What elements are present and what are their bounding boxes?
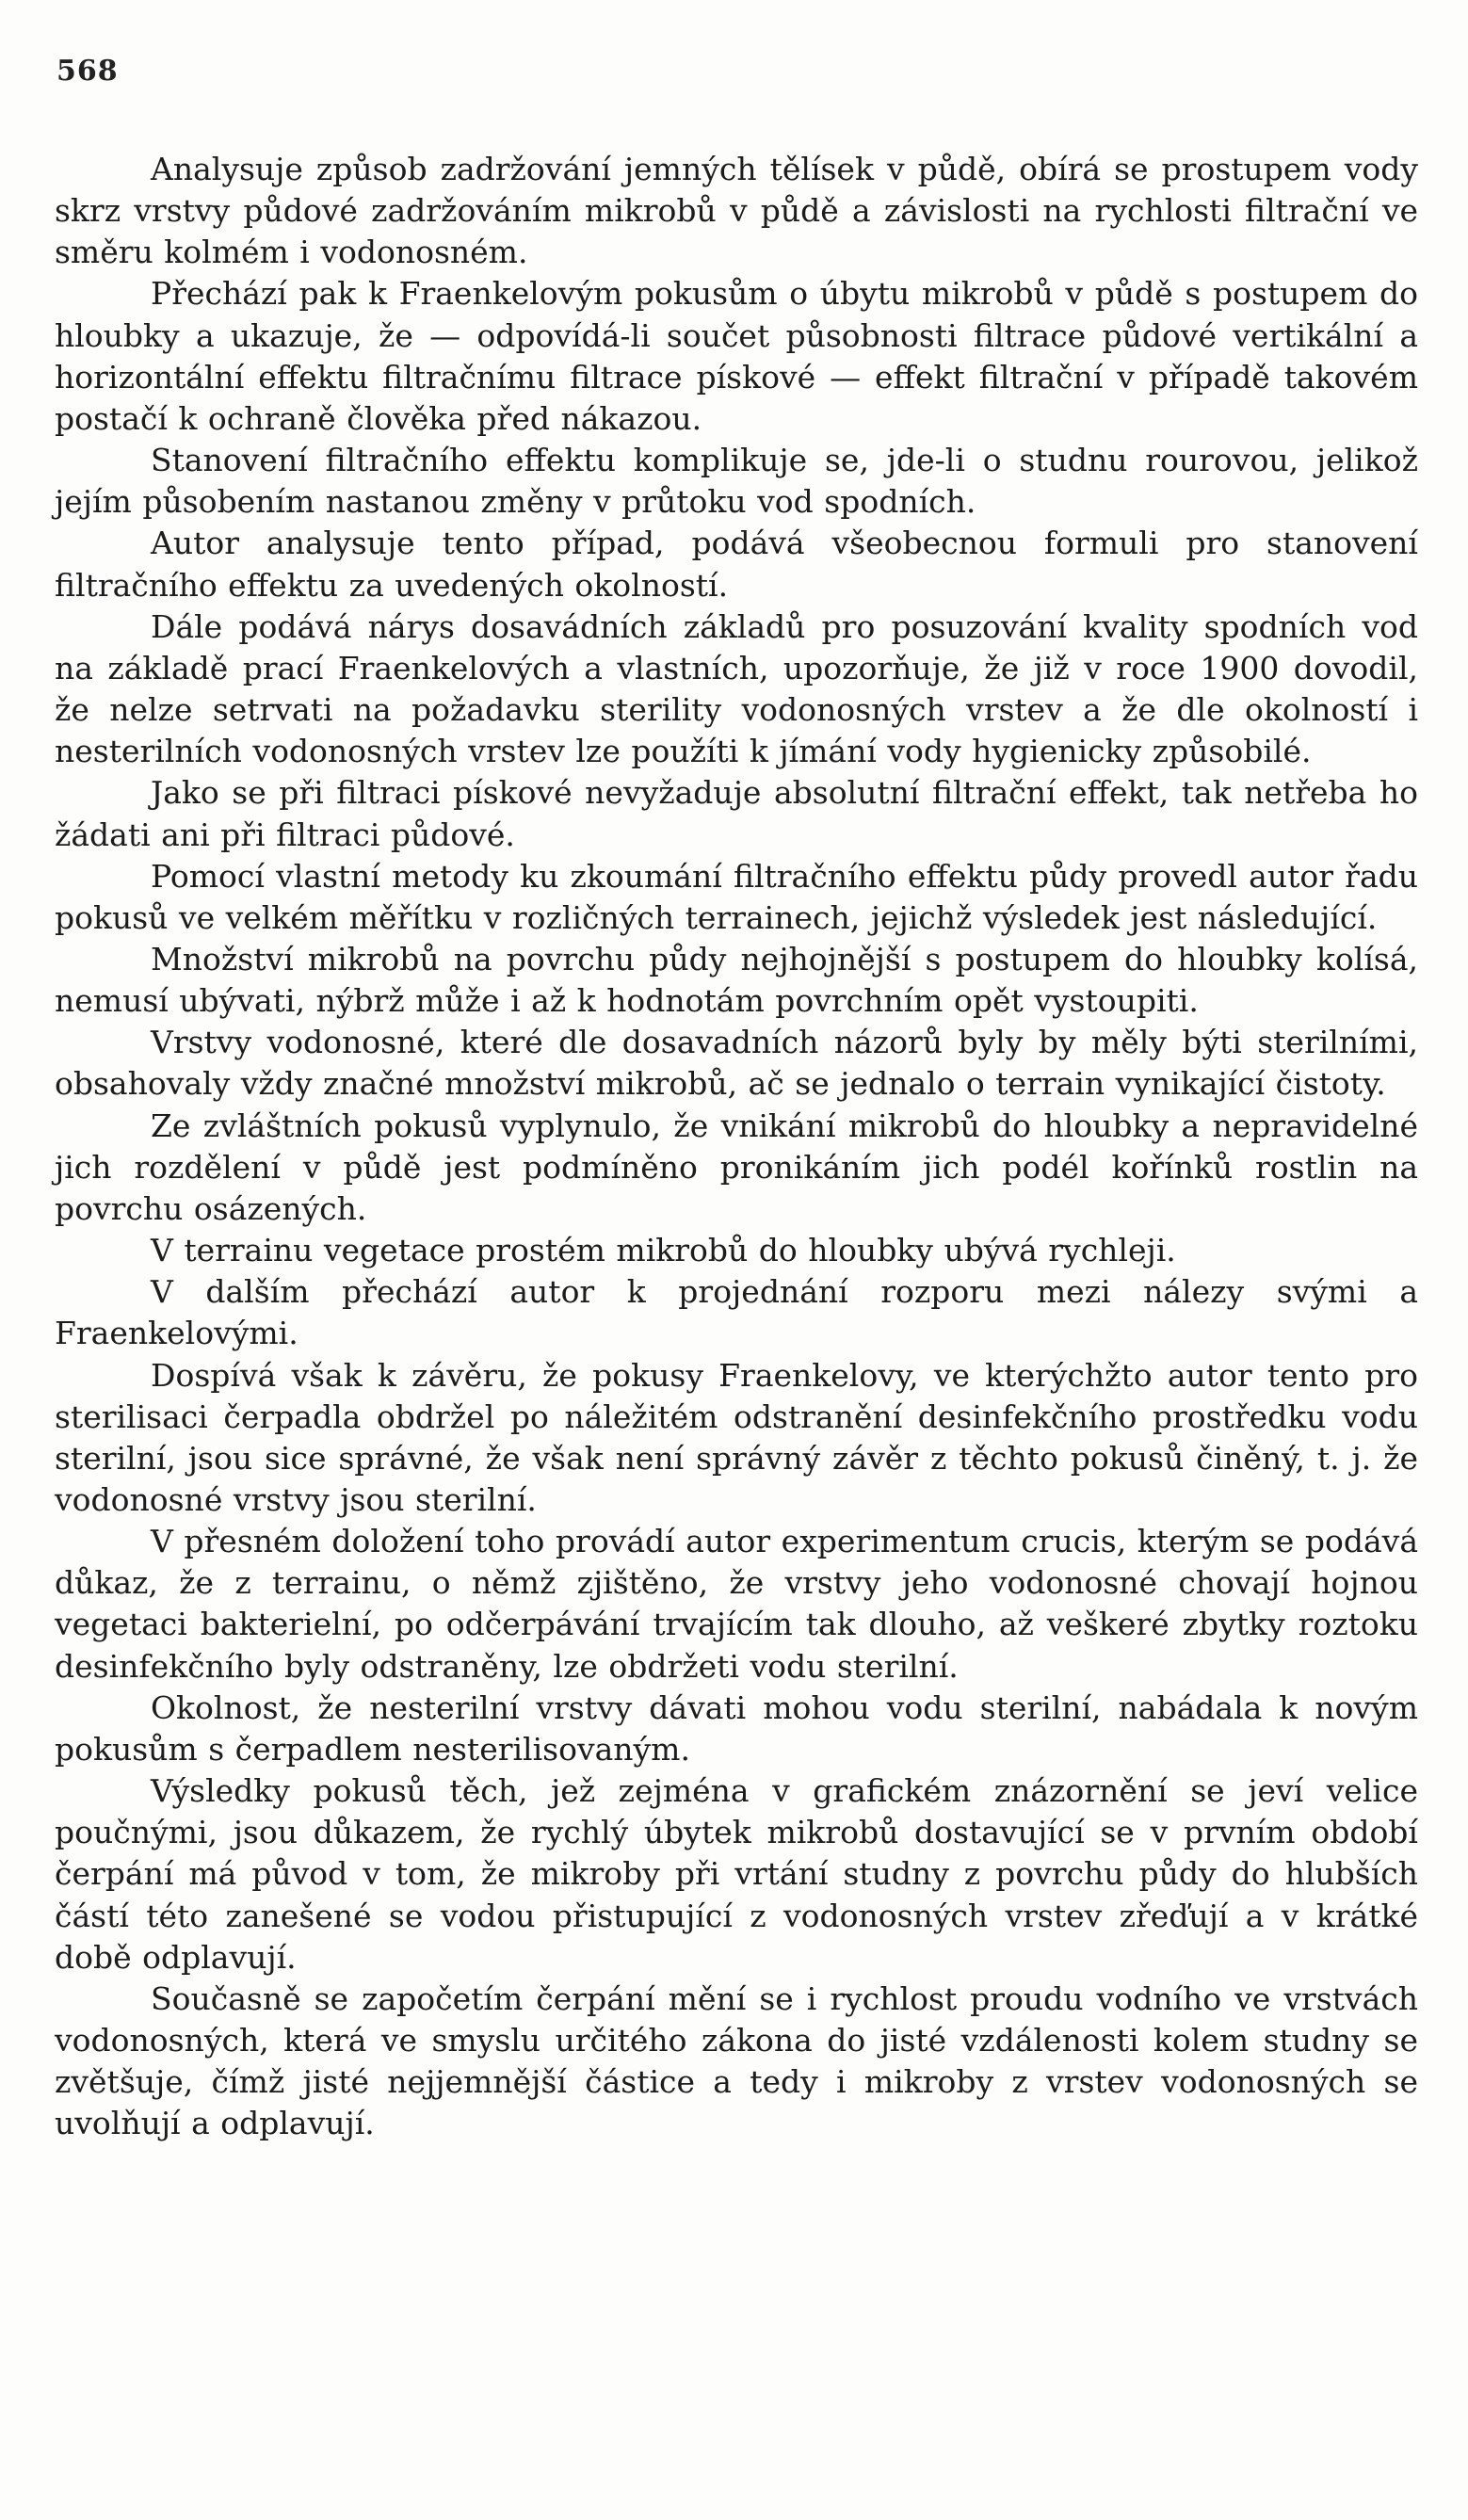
paragraph: Stanovení filtračního effektu komplikuje se, jde-li o studnu rourovou, jelikož jejím působením nastanou změny v průtoku vod spodních. xyxy=(55,442,1418,521)
paragraph: Dospívá však k závěru, že pokusy Fraenkelovy, ve kterýchžto autor tento pro sterilisaci čerpadla obdržel po náležitém odstranění desinfekčního prostředku vodu sterilní, jsou sice správné, že však není správný závěr z těchto pokusů činěný, t. j. že vodonosné vrstvy jsou sterilní. xyxy=(55,1356,1418,1518)
paragraph: Jako se při filtraci pískové nevyžaduje absolutní filtrační effekt, tak netřeba ho žádati ani při filtraci půdové. xyxy=(55,774,1418,853)
paragraph: Okolnost, že nesterilní vrstvy dávati mohou vodu sterilní, nabádala k novým pokusům s čerpadlem nesterilisovaným. xyxy=(55,1688,1418,1768)
paragraph: Ze zvláštních pokusů vyplynulo, že vnikání mikrobů do hloubky a nepravidelné jich rozdělení v půdě jest podmíněno pronikáním jich podél kořínků rostlin na povrchu osázených. xyxy=(55,1107,1418,1227)
page-number: 568 xyxy=(56,55,119,88)
paragraph: Přechází pak k Fraenkelovým pokusům o úbytu mikrobů v půdě s postupem do hloubky a ukazuje, že — odpovídá-li součet působnosti filtrace půdové vertikální a horizontální effektu filtračnímu filtrace pískové — effekt filtrační v případě takovém postačí k ochraně člověka před nákazou. xyxy=(55,275,1418,437)
paragraph: Současně se započetím čerpání mění se i rychlost proudu vodního ve vrstvách vodonosných, která ve smyslu určitého zákona do jisté vzdálenosti kolem studny se zvětšuje, čímž jisté nejjemnější částice a tedy i mikroby z vrstev vodonosných se uvolňují a odplavují. xyxy=(55,1979,1418,2142)
paragraph: Pomocí vlastní metody ku zkoumání filtračního effektu půdy provedl autor řadu pokusů ve velkém měřítku v rozličných terrainech, jejichž výsledek jest následující. xyxy=(55,857,1418,936)
paragraph: Vrstvy vodonosné, které dle dosavadních názorů byly by měly býti sterilními, obsahovaly vždy značné množství mikrobů, ač se jednalo o terrain vynikající čistoty. xyxy=(55,1024,1418,1103)
paragraph: Autor analysuje tento případ, podává všeobecnou formuli pro stanovení filtračního effektu za uvedených okolností. xyxy=(55,525,1418,604)
paragraph: Analysuje způsob zadržování jemných tělísek v půdě, obírá se prostupem vody skrz vrstvy půdové zadržováním mikrobů v půdě a závislosti na rychlosti filtrační ve směru kolmém i vodonosném. xyxy=(55,151,1418,271)
paragraph: V dalším přechází autor k projednání rozporu mezi nálezy svými a Fraenkelovými. xyxy=(55,1273,1418,1352)
paragraph: Množství mikrobů na povrchu půdy nejhojnější s postupem do hloubky kolísá, nemusí ubývati, nýbrž může i až k hodnotám povrchním opět vystoupiti. xyxy=(55,940,1418,1020)
paragraph: Dále podává nárys dosavádních základů pro posuzování kvality spodních vod na základě prací Fraenkelových a vlastních, upozorňuje, že již v roce 1900 dovodil, že nelze setrvati na požadavku sterility vodonosných vrstev a že dle okolností i nesterilních vodonosných vrstev lze použíti k jímání vody hygienicky způsobilé. xyxy=(55,607,1418,770)
paragraph: Výsledky pokusů těch, jež zejména v grafickém znázornění se jeví velice poučnými, jsou důkazem, že rychlý úbytek mikrobů dostavující se v prvním období čerpání má původ v tom, že mikroby při vrtání studny z povrchu půdy do hlubších částí této zanešené se vodou přistupující z vodonosných vrstev zřeďují a v krátké době odplavují. xyxy=(55,1772,1418,1976)
text-body xyxy=(55,149,1418,2145)
paragraph: V přesném doložení toho provádí autor experimentum crucis, kterým se podává důkaz, že z terrainu, o němž zjištěno, že vrstvy jeho vodonosné chovají hojnou vegetaci bakterielní, po odčerpávání trvajícím tak dlouho, až veškeré zbytky roztoku desinfekčního byly odstraněny, lze obdržeti vodu sterilní. xyxy=(55,1523,1418,1685)
paragraph: V terrainu vegetace prostém mikrobů do hloubky ubývá rychleji. xyxy=(151,1232,1176,1269)
